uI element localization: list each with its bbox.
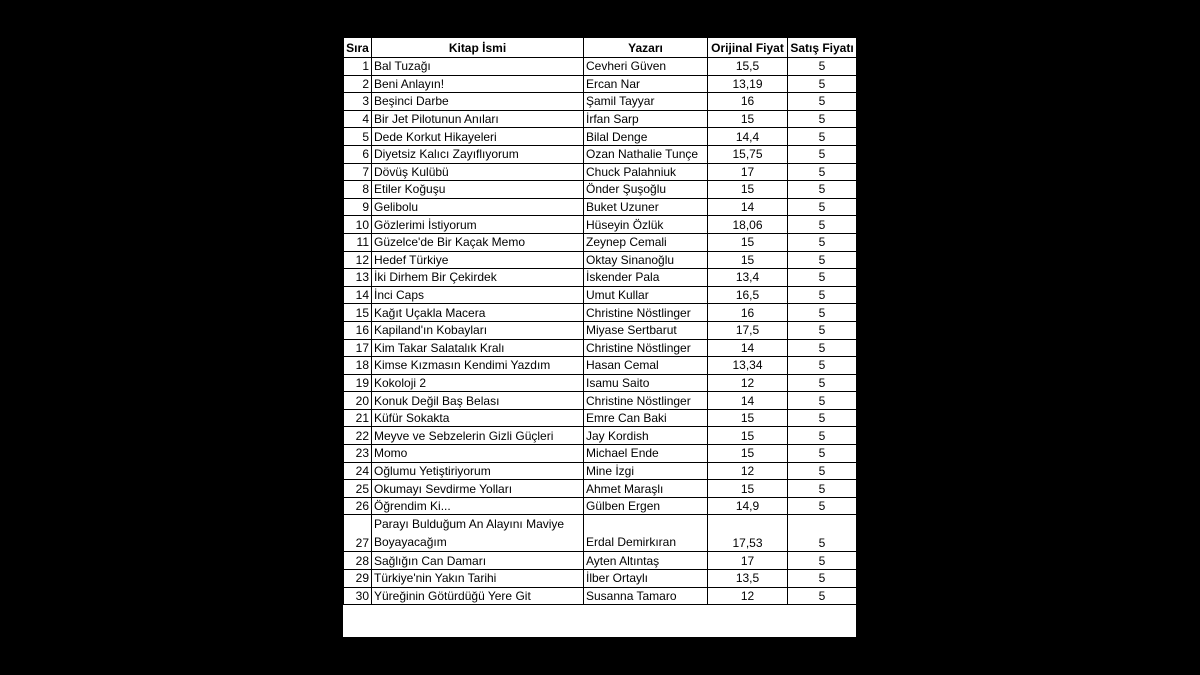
cell-kitap-ismi: Beni Anlayın! — [372, 75, 584, 93]
table-row — [344, 75, 857, 93]
cell-satis-fiyati: 5 — [788, 409, 857, 427]
cell-yazari: İrfan Sarp — [584, 110, 708, 128]
cell-sira: 30 — [344, 587, 372, 605]
cell-satis-fiyati: 5 — [788, 75, 857, 93]
table-row — [344, 497, 857, 515]
cell-kitap-ismi: Okumayı Sevdirme Yolları — [372, 480, 584, 498]
header-kitap-ismi: Kitap İsmi — [372, 38, 584, 58]
cell-kitap-ismi: Dede Korkut Hikayeleri — [372, 128, 584, 146]
cell-satis-fiyati: 5 — [788, 480, 857, 498]
cell-yazari: Jay Kordish — [584, 427, 708, 445]
cell-satis-fiyati: 5 — [788, 216, 857, 234]
cell-satis-fiyati: 5 — [788, 58, 857, 76]
cell-satis-fiyati: 5 — [788, 570, 857, 588]
cell-sira: 6 — [344, 145, 372, 163]
cell-satis-fiyati: 5 — [788, 427, 857, 445]
cell-orijinal-fiyat: 17 — [708, 163, 788, 181]
cell-orijinal-fiyat: 13,5 — [708, 570, 788, 588]
cell-yazari: Isamu Saito — [584, 374, 708, 392]
cell-yazari: İlber Ortaylı — [584, 570, 708, 588]
table-row — [344, 357, 857, 375]
book-price-table — [343, 37, 857, 605]
cell-kitap-ismi: Kim Takar Salatalık Kralı — [372, 339, 584, 357]
cell-orijinal-fiyat: 17 — [708, 552, 788, 570]
cell-satis-fiyati: 5 — [788, 515, 857, 552]
cell-satis-fiyati: 5 — [788, 445, 857, 463]
cell-yazari: Michael Ende — [584, 445, 708, 463]
table-row — [344, 321, 857, 339]
cell-sira: 18 — [344, 357, 372, 375]
table-row — [344, 462, 857, 480]
spreadsheet-table-container — [343, 37, 856, 637]
cell-orijinal-fiyat: 14 — [708, 392, 788, 410]
cell-sira: 24 — [344, 462, 372, 480]
cell-sira: 25 — [344, 480, 372, 498]
cell-yazari: Umut Kullar — [584, 286, 708, 304]
table-row — [344, 181, 857, 199]
cell-orijinal-fiyat: 17,5 — [708, 321, 788, 339]
table-row — [344, 374, 857, 392]
cell-kitap-ismi: Meyve ve Sebzelerin Gizli Güçleri — [372, 427, 584, 445]
cell-satis-fiyati: 5 — [788, 304, 857, 322]
cell-yazari: Ahmet Maraşlı — [584, 480, 708, 498]
cell-orijinal-fiyat: 13,34 — [708, 357, 788, 375]
cell-yazari: Zeynep Cemali — [584, 233, 708, 251]
cell-sira: 27 — [344, 515, 372, 552]
cell-satis-fiyati: 5 — [788, 587, 857, 605]
cell-satis-fiyati: 5 — [788, 181, 857, 199]
header-row — [344, 38, 857, 58]
cell-satis-fiyati: 5 — [788, 552, 857, 570]
cell-satis-fiyati: 5 — [788, 462, 857, 480]
table-row — [344, 93, 857, 111]
cell-satis-fiyati: 5 — [788, 163, 857, 181]
cell-orijinal-fiyat: 12 — [708, 462, 788, 480]
cell-yazari: Gülben Ergen — [584, 497, 708, 515]
cell-orijinal-fiyat: 14,9 — [708, 497, 788, 515]
table-row — [344, 251, 857, 269]
cell-yazari: Susanna Tamaro — [584, 587, 708, 605]
cell-yazari: Erdal Demirkıran — [584, 515, 708, 552]
cell-kitap-ismi: Parayı Bulduğum An Alayını Maviye Boyayacağım — [372, 515, 584, 552]
cell-kitap-ismi: Yüreğinin Götürdüğü Yere Git — [372, 587, 584, 605]
table-row — [344, 233, 857, 251]
cell-kitap-ismi: Beşinci Darbe — [372, 93, 584, 111]
cell-yazari: Emre Can Baki — [584, 409, 708, 427]
cell-satis-fiyati: 5 — [788, 110, 857, 128]
cell-orijinal-fiyat: 15,75 — [708, 145, 788, 163]
cell-orijinal-fiyat: 15 — [708, 409, 788, 427]
cell-satis-fiyati: 5 — [788, 198, 857, 216]
table-row — [344, 587, 857, 605]
table-row — [344, 552, 857, 570]
table-row — [344, 216, 857, 234]
cell-satis-fiyati: 5 — [788, 251, 857, 269]
cell-yazari: Mine İzgi — [584, 462, 708, 480]
cell-sira: 11 — [344, 233, 372, 251]
table-row — [344, 409, 857, 427]
cell-orijinal-fiyat: 14 — [708, 339, 788, 357]
cell-orijinal-fiyat: 15 — [708, 427, 788, 445]
cell-sira: 3 — [344, 93, 372, 111]
cell-sira: 17 — [344, 339, 372, 357]
cell-satis-fiyati: 5 — [788, 392, 857, 410]
cell-sira: 16 — [344, 321, 372, 339]
cell-kitap-ismi: Gözlerimi İstiyorum — [372, 216, 584, 234]
cell-satis-fiyati: 5 — [788, 145, 857, 163]
cell-sira: 22 — [344, 427, 372, 445]
header-satis-fiyati: Satış Fiyatı — [788, 38, 857, 58]
cell-sira: 10 — [344, 216, 372, 234]
cell-sira: 8 — [344, 181, 372, 199]
cell-orijinal-fiyat: 16 — [708, 304, 788, 322]
cell-yazari: Bilal Denge — [584, 128, 708, 146]
cell-orijinal-fiyat: 15 — [708, 233, 788, 251]
cell-kitap-ismi: Güzelce'de Bir Kaçak Memo — [372, 233, 584, 251]
cell-yazari: Ercan Nar — [584, 75, 708, 93]
cell-sira: 2 — [344, 75, 372, 93]
cell-sira: 20 — [344, 392, 372, 410]
table-row — [344, 269, 857, 287]
cell-kitap-ismi: Kokoloji 2 — [372, 374, 584, 392]
cell-orijinal-fiyat: 13,19 — [708, 75, 788, 93]
cell-sira: 4 — [344, 110, 372, 128]
cell-orijinal-fiyat: 15 — [708, 181, 788, 199]
cell-kitap-ismi: Diyetsiz Kalıcı Zayıflıyorum — [372, 145, 584, 163]
cell-orijinal-fiyat: 15,5 — [708, 58, 788, 76]
cell-kitap-ismi: Kağıt Uçakla Macera — [372, 304, 584, 322]
cell-sira: 26 — [344, 497, 372, 515]
header-orijinal-fiyat: Orijinal Fiyat — [708, 38, 788, 58]
table-row — [344, 392, 857, 410]
cell-yazari: Chuck Palahniuk — [584, 163, 708, 181]
cell-kitap-ismi: Momo — [372, 445, 584, 463]
cell-kitap-ismi: Öğrendim Ki... — [372, 497, 584, 515]
table-row — [344, 58, 857, 76]
cell-kitap-ismi: Bal Tuzağı — [372, 58, 584, 76]
table-row — [344, 515, 857, 552]
cell-kitap-ismi: Oğlumu Yetiştiriyorum — [372, 462, 584, 480]
table-row — [344, 304, 857, 322]
cell-sira: 9 — [344, 198, 372, 216]
cell-yazari: Önder Şuşoğlu — [584, 181, 708, 199]
cell-sira: 5 — [344, 128, 372, 146]
cell-yazari: Ozan Nathalie Tunçe — [584, 145, 708, 163]
cell-kitap-ismi: Hedef Türkiye — [372, 251, 584, 269]
cell-kitap-ismi: Bir Jet Pilotunun Anıları — [372, 110, 584, 128]
cell-kitap-ismi: Türkiye'nin Yakın Tarihi — [372, 570, 584, 588]
cell-satis-fiyati: 5 — [788, 374, 857, 392]
cell-sira: 21 — [344, 409, 372, 427]
header-sira: Sıra — [344, 38, 372, 58]
cell-sira: 13 — [344, 269, 372, 287]
cell-kitap-ismi: Dövüş Kulübü — [372, 163, 584, 181]
table-body — [344, 58, 857, 605]
cell-kitap-ismi: Gelibolu — [372, 198, 584, 216]
cell-satis-fiyati: 5 — [788, 339, 857, 357]
cell-kitap-ismi: Küfür Sokakta — [372, 409, 584, 427]
cell-satis-fiyati: 5 — [788, 357, 857, 375]
cell-orijinal-fiyat: 12 — [708, 587, 788, 605]
cell-kitap-ismi: İnci Caps — [372, 286, 584, 304]
cell-sira: 7 — [344, 163, 372, 181]
cell-sira: 15 — [344, 304, 372, 322]
table-row — [344, 110, 857, 128]
header-yazari: Yazarı — [584, 38, 708, 58]
cell-kitap-ismi: Kapiland'ın Kobayları — [372, 321, 584, 339]
cell-orijinal-fiyat: 12 — [708, 374, 788, 392]
cell-orijinal-fiyat: 14,4 — [708, 128, 788, 146]
cell-yazari: İskender Pala — [584, 269, 708, 287]
cell-yazari: Christine Nöstlinger — [584, 304, 708, 322]
cell-orijinal-fiyat: 14 — [708, 198, 788, 216]
cell-yazari: Miyase Sertbarut — [584, 321, 708, 339]
table-row — [344, 286, 857, 304]
table-row — [344, 445, 857, 463]
table-row — [344, 163, 857, 181]
cell-yazari: Christine Nöstlinger — [584, 339, 708, 357]
cell-kitap-ismi: Kimse Kızmasın Kendimi Yazdım — [372, 357, 584, 375]
cell-satis-fiyati: 5 — [788, 497, 857, 515]
cell-orijinal-fiyat: 15 — [708, 110, 788, 128]
cell-orijinal-fiyat: 15 — [708, 445, 788, 463]
cell-satis-fiyati: 5 — [788, 93, 857, 111]
cell-satis-fiyati: 5 — [788, 128, 857, 146]
cell-yazari: Oktay Sinanoğlu — [584, 251, 708, 269]
cell-orijinal-fiyat: 16,5 — [708, 286, 788, 304]
cell-sira: 29 — [344, 570, 372, 588]
cell-kitap-ismi: İki Dirhem Bir Çekirdek — [372, 269, 584, 287]
table-row — [344, 427, 857, 445]
cell-orijinal-fiyat: 17,53 — [708, 515, 788, 552]
cell-orijinal-fiyat: 13,4 — [708, 269, 788, 287]
cell-sira: 28 — [344, 552, 372, 570]
cell-yazari: Hüseyin Özlük — [584, 216, 708, 234]
cell-sira: 23 — [344, 445, 372, 463]
cell-satis-fiyati: 5 — [788, 233, 857, 251]
cell-yazari: Cevheri Güven — [584, 58, 708, 76]
cell-kitap-ismi: Sağlığın Can Damarı — [372, 552, 584, 570]
cell-satis-fiyati: 5 — [788, 269, 857, 287]
cell-sira: 14 — [344, 286, 372, 304]
cell-sira: 12 — [344, 251, 372, 269]
cell-yazari: Buket Uzuner — [584, 198, 708, 216]
cell-yazari: Hasan Cemal — [584, 357, 708, 375]
cell-orijinal-fiyat: 18,06 — [708, 216, 788, 234]
table-row — [344, 145, 857, 163]
cell-sira: 1 — [344, 58, 372, 76]
cell-yazari: Ayten Altıntaş — [584, 552, 708, 570]
table-row — [344, 128, 857, 146]
cell-satis-fiyati: 5 — [788, 321, 857, 339]
table-row — [344, 339, 857, 357]
cell-kitap-ismi: Etiler Koğuşu — [372, 181, 584, 199]
cell-satis-fiyati: 5 — [788, 286, 857, 304]
cell-orijinal-fiyat: 15 — [708, 251, 788, 269]
table-row — [344, 198, 857, 216]
cell-orijinal-fiyat: 15 — [708, 480, 788, 498]
cell-yazari: Christine Nöstlinger — [584, 392, 708, 410]
cell-yazari: Şamil Tayyar — [584, 93, 708, 111]
table-row — [344, 570, 857, 588]
cell-orijinal-fiyat: 16 — [708, 93, 788, 111]
cell-sira: 19 — [344, 374, 372, 392]
table-row — [344, 480, 857, 498]
cell-kitap-ismi: Konuk Değil Baş Belası — [372, 392, 584, 410]
